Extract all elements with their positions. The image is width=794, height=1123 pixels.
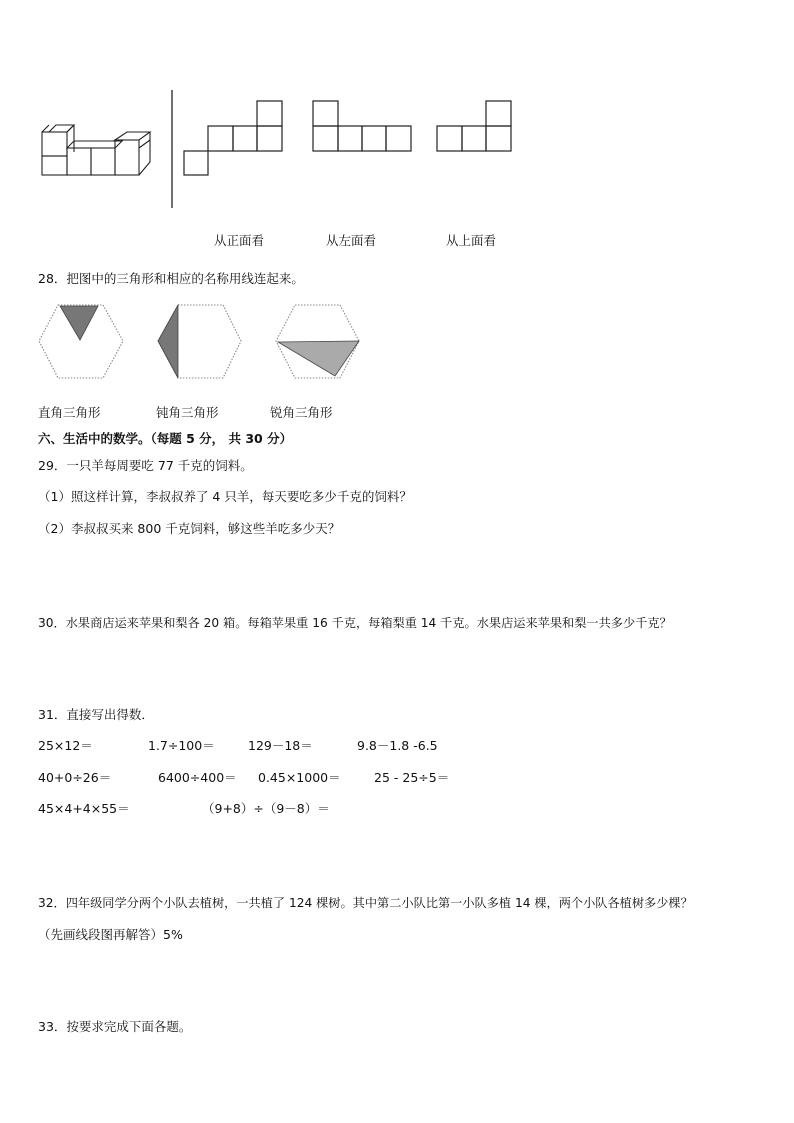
q28-text: 28．把图中的三角形和相应的名称用线连起来。: [38, 271, 304, 286]
q29-sub1: （1）照这样计算，李叔叔养了 4 只羊，每天要吃多少千克的饲料？: [38, 489, 412, 504]
q31-r1-c4: 9.8－1.8 -6.5: [357, 738, 438, 753]
q31-r3-c1: 45×4+4×55＝: [38, 801, 130, 816]
left-view-label: 从左面看: [326, 233, 377, 248]
top-view-label: 从上面看: [446, 233, 497, 248]
front-view-drawing: [183, 100, 293, 180]
q31-r2-c2: 6400÷400＝: [158, 770, 237, 785]
q29-text: 29．一只羊每周要吃 77 千克的饲料。: [38, 458, 253, 473]
q31-text: 31．直接写出得数．: [38, 707, 154, 722]
divider-line: [171, 90, 175, 210]
q31-r2-c3: 0.45×1000＝: [258, 770, 341, 785]
q31-r3-c2: （9+8）÷（9－8）＝: [202, 801, 330, 816]
section6-title: 六、生活中的数学。（每题 5 分， 共 30 分）: [38, 431, 293, 446]
q32-sub: （先画线段图再解答）5%: [38, 927, 183, 942]
hexagon-obtuse-triangle: [157, 303, 247, 383]
label-acute-triangle: 锐角三角形: [270, 405, 333, 420]
label-obtuse-triangle: 钝角三角形: [156, 405, 219, 420]
q31-r1-c3: 129－18＝: [248, 738, 313, 753]
label-right-triangle: 直角三角形: [38, 405, 101, 420]
hexagon-acute-triangle: [275, 303, 365, 383]
q31-r2-c1: 40+0÷26＝: [38, 770, 112, 785]
q31-r2-c4: 25 - 25÷5＝: [374, 770, 450, 785]
top-view-drawing: [436, 100, 526, 160]
q33-text: 33．按要求完成下面各题。: [38, 1019, 192, 1034]
hexagon-right-triangle: [38, 303, 128, 383]
left-view-drawing: [312, 100, 422, 160]
q31-r1-c2: 1.7÷100＝: [148, 738, 215, 753]
front-view-label: 从正面看: [214, 233, 265, 248]
q31-r1-c1: 25×12＝: [38, 738, 93, 753]
q30-text: 30．水果商店运来苹果和梨各 20 箱。每箱苹果重 16 千克，每箱梨重 14 千克。水果店运来苹果和梨一共多少千克？: [38, 616, 672, 630]
q29-sub2: （2）李叔叔买来 800 千克饲料，够这些羊吃多少天？: [38, 521, 341, 536]
cube-solid-figure: [40, 124, 160, 184]
q32-text: 32．四年级同学分两个小队去植树，一共植了 124 棵树。其中第二小队比第一小队多植 14 棵，两个小队各植树多少棵？: [38, 896, 693, 910]
